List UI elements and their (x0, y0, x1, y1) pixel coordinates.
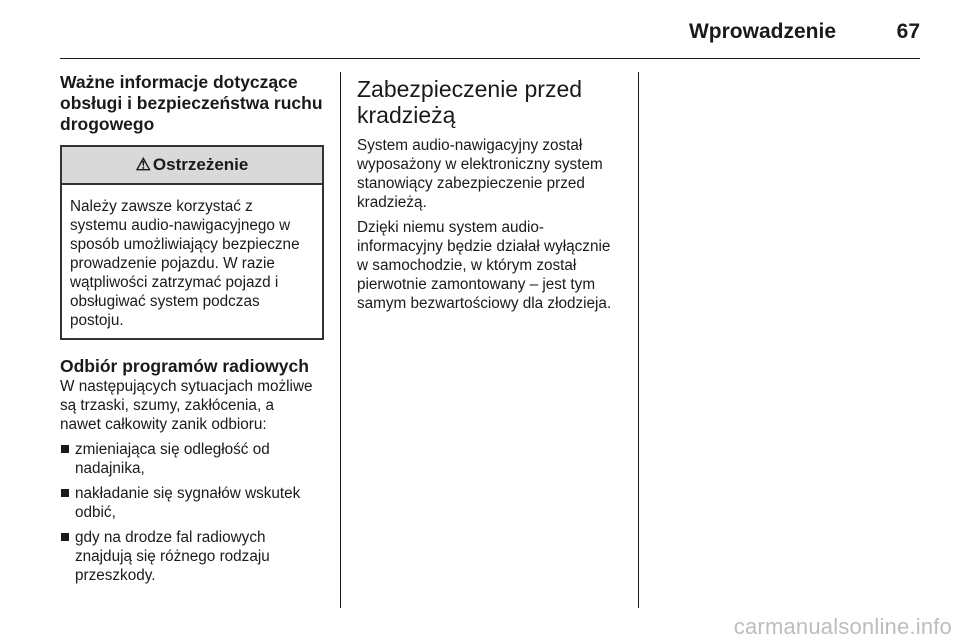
warning-title: Ostrzeżenie (152, 155, 249, 174)
theft-para-2: Dzięki niemu system audio- informacyjny będzie działał wyłącznie w samochodzie, w którym został pierwotnie zamontowany – jest tym samym bezwartościowy dla złodzieja. (357, 219, 612, 312)
radio-intro: W następujących sytuacjach możliwe są trzaski, szumy, zakłócenia, a nawet całkowity zanik odbioru: (60, 378, 313, 433)
bullet-list (60, 440, 324, 585)
warning-triangle-icon: ⚠ (135, 155, 151, 174)
bullet-square-icon (61, 489, 69, 497)
safety-heading: Ważne informacje dotyczące obsługi i bezpieczeństwa ruchu drogowego (60, 72, 323, 134)
bullet-square-icon (61, 533, 69, 541)
list-item: zmieniająca się odległość od nadajnika, (60, 440, 324, 478)
radio-heading: Odbiór programów radiowych (60, 356, 309, 376)
column-divider (340, 72, 341, 608)
column-left (60, 72, 324, 591)
column-divider (638, 72, 639, 608)
warning-header (62, 147, 322, 185)
column-middle (357, 72, 623, 319)
page-header (60, 14, 920, 59)
watermark: carmanualsonline.info (733, 614, 952, 639)
theft-para-1: System audio-nawigacyjny został wyposażony w elektroniczny system stanowiący zabezpieczenie przed kradzieżą. (357, 137, 603, 211)
warning-box (60, 145, 324, 340)
list-item: nakładanie się sygnałów wskutek odbić, (60, 484, 324, 522)
section-title: Wprowadzenie (688, 20, 836, 43)
list-item: gdy na drodze fal radiowych znajdują się różnego rodzaju przeszkody. (60, 528, 324, 585)
bullet-square-icon (61, 445, 69, 453)
theft-protection-heading: Zabezpieczenie przed kradzieżą (357, 76, 583, 128)
warning-text: Należy zawsze korzystać z systemu audio-nawigacyjnego w sposób umożliwiający bezpieczne prowadzenie pojazdu. W razie wątpliwości zatrzymać pojazd i obsługiwać system podczas postoju. (70, 198, 300, 329)
page-number: 67 (896, 20, 920, 43)
